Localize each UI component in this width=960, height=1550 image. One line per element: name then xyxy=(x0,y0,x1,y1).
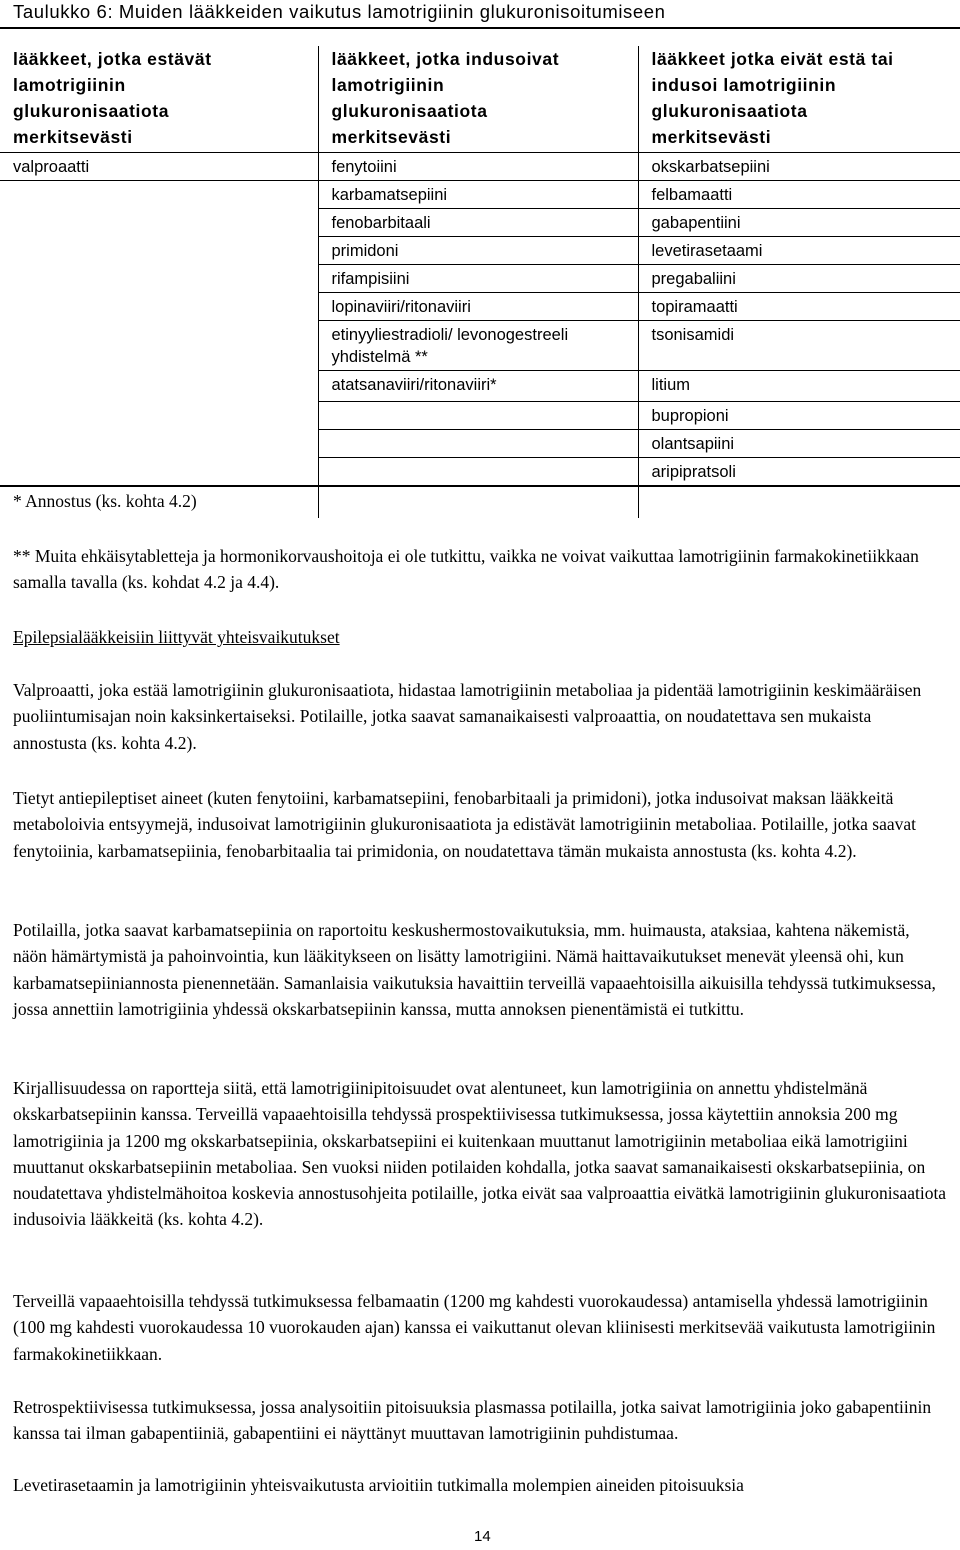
table-footnote-row xyxy=(0,486,960,518)
header-inducers: lääkkeet, jotka indusoivat lamotrigiinin glukuronisaatiota merkitsevästi xyxy=(318,46,638,153)
table-note: ** Muita ehkäisytabletteja ja hormonikorvaushoitoja ei ole tutkittu, vaikka ne voivat vaikuttaa lamotrigiinin farmakokinetiikkaan samalla tavalla (ks. kohdat 4.2 ja 4.4). xyxy=(13,546,919,593)
header-neutral: lääkkeet jotka eivät estä tai indusoi lamotrigiinin glukuronisaatiota merkitsevästi xyxy=(638,46,960,153)
table-row: karbamatsepiini felbamaatti xyxy=(0,181,960,209)
table-footnote: * Annostus (ks. kohta 4.2) xyxy=(0,486,318,518)
table-row: rifampisiini pregabaliini xyxy=(0,265,960,293)
drug-interaction-table xyxy=(0,46,960,518)
header-inhibitors: lääkkeet, jotka estävät lamotrigiinin glukuronisaatiota merkitsevästi xyxy=(0,46,318,153)
table-row: fenobarbitaali gabapentiini xyxy=(0,209,960,237)
paragraph: Tietyt antiepileptiset aineet (kuten fenytoiini, karbamatsepiini, fenobarbitaali ja primidoni), jotka indusoivat maksan lääkkeitä metaboloivia entsyymejä, indusoivat lamotrigiinin glukuronisaatiota ja edistävät lamotrigiinin metaboliaa. Potilaille, jotka saavat fenytoiinia, karbamatsepiinia, fenobarbitaalia tai primidonia, on noudatettava tämän mukaista annostusta (ks. kohta 4.2). xyxy=(13,788,916,861)
paragraph: Levetirasetaamin ja lamotrigiinin yhteisvaikutusta arvioitiin tutkimalla molempien aineiden pitoisuuksia xyxy=(13,1475,744,1495)
table-row: valproaatti fenytoiini okskarbatsepiini xyxy=(0,153,960,181)
table-row: etinyyliestradioli/ levonogestreeli yhdistelmä ** tsonisamidi xyxy=(0,321,960,371)
table-row: primidoni levetirasetaami xyxy=(0,237,960,265)
table-row: aripipratsoli xyxy=(0,458,960,486)
table-caption: Taulukko 6: Muiden lääkkeiden vaikutus lamotrigiinin glukuronisoitumiseen xyxy=(13,1,666,22)
caption-divider xyxy=(0,27,960,29)
table-row: atatsanaviiri/ritonaviiri* litium xyxy=(0,371,960,402)
paragraph: Potilailla, jotka saavat karbamatsepiinia on raportoitu keskushermostovaikutuksia, mm. huimausta, ataksiaa, kahtena näkemistä, näön hämärtymistä ja pahoinvointia, kun lääkitykseen on lisätty lamotrigiini. Nämä haittavaikutukset menevät yleensä ohi, kun karbamatsepiiniannosta pienennetään. Samanlaisia vaikutuksia havaittiin terveillä vapaaehtoisilla aikuisilla tehdyssä tutkimuksessa, jossa annettiin lamotrigiinia yhdessä okskarbatsepiinin kanssa, mutta annoksen pienentämistä ei tutkittu. xyxy=(13,920,936,1019)
page-number: 14 xyxy=(474,1528,491,1545)
table-row: olantsapiini xyxy=(0,430,960,458)
paragraph: Valproaatti, joka estää lamotrigiinin glukuronisaatiota, hidastaa lamotrigiinin metaboliaa ja pidentää lamotrigiinin keskimääräisen puoliintumisajan noin kaksinkertaiseksi. Potilaille, jotka saavat samanaikaisesti valproaattia, on noudatettava sen mukaista annostusta (ks. kohta 4.2). xyxy=(13,680,922,753)
paragraph: Retrospektiivisessa tutkimuksessa, jossa analysoitiin pitoisuuksia plasmassa potilailla, jotka saivat lamotrigiinia joko gabapentiinin kanssa tai ilman gabapentiiniä, gabapentiini ei näyttänyt muuttavan lamotrigiinin puhdistumaa. xyxy=(13,1397,932,1444)
table-row: lopinaviiri/ritonaviiri topiramaatti xyxy=(0,293,960,321)
table-row: bupropioni xyxy=(0,402,960,430)
paragraph: Terveillä vapaaehtoisilla tehdyssä tutkimuksessa felbamaatin (1200 mg kahdesti vuorokaudessa) antamisella yhdessä lamotrigiinin (100 mg kahdesti vuorokaudessa 10 vuorokauden ajan) kanssa ei vaikuttanut olevan kliinisesti merkitsevää vaikutusta lamotrigiinin farmakokinetiikkaan. xyxy=(13,1291,936,1364)
paragraph: Kirjallisuudessa on raportteja siitä, että lamotrigiinipitoisuudet ovat alentuneet, kun lamotrigiinia on annettu yhdistelmänä okskarbatsepiinin kanssa. Terveillä vapaaehtoisilla tehdyssä prospektiivisessa tutkimuksessa, jossa käytettiin annoksia 200 mg lamotrigiinia ja 1200 mg okskarbatsepiinia, okskarbatsepiini ei kuitenkaan muuttanut lamotrigiinin metaboliaa eikä lamotrigiini muuttanut okskarbatsepiinin metaboliaa. Sen vuoksi niiden potilaiden kohdalla, jotka saavat samanaikaisesti okskarbatsepiinia, on noudatettava yhdistelmähoitoa koskevia annostusohjeita potilaille, jotka eivät saa valproaattia eivätkä lamotrigiinin glukuronisaatiota indusoivia lääkkeitä (ks. kohta 4.2). xyxy=(13,1078,947,1230)
section-heading: Epilepsialääkkeisiin liittyvät yhteisvaikutukset xyxy=(13,627,340,647)
